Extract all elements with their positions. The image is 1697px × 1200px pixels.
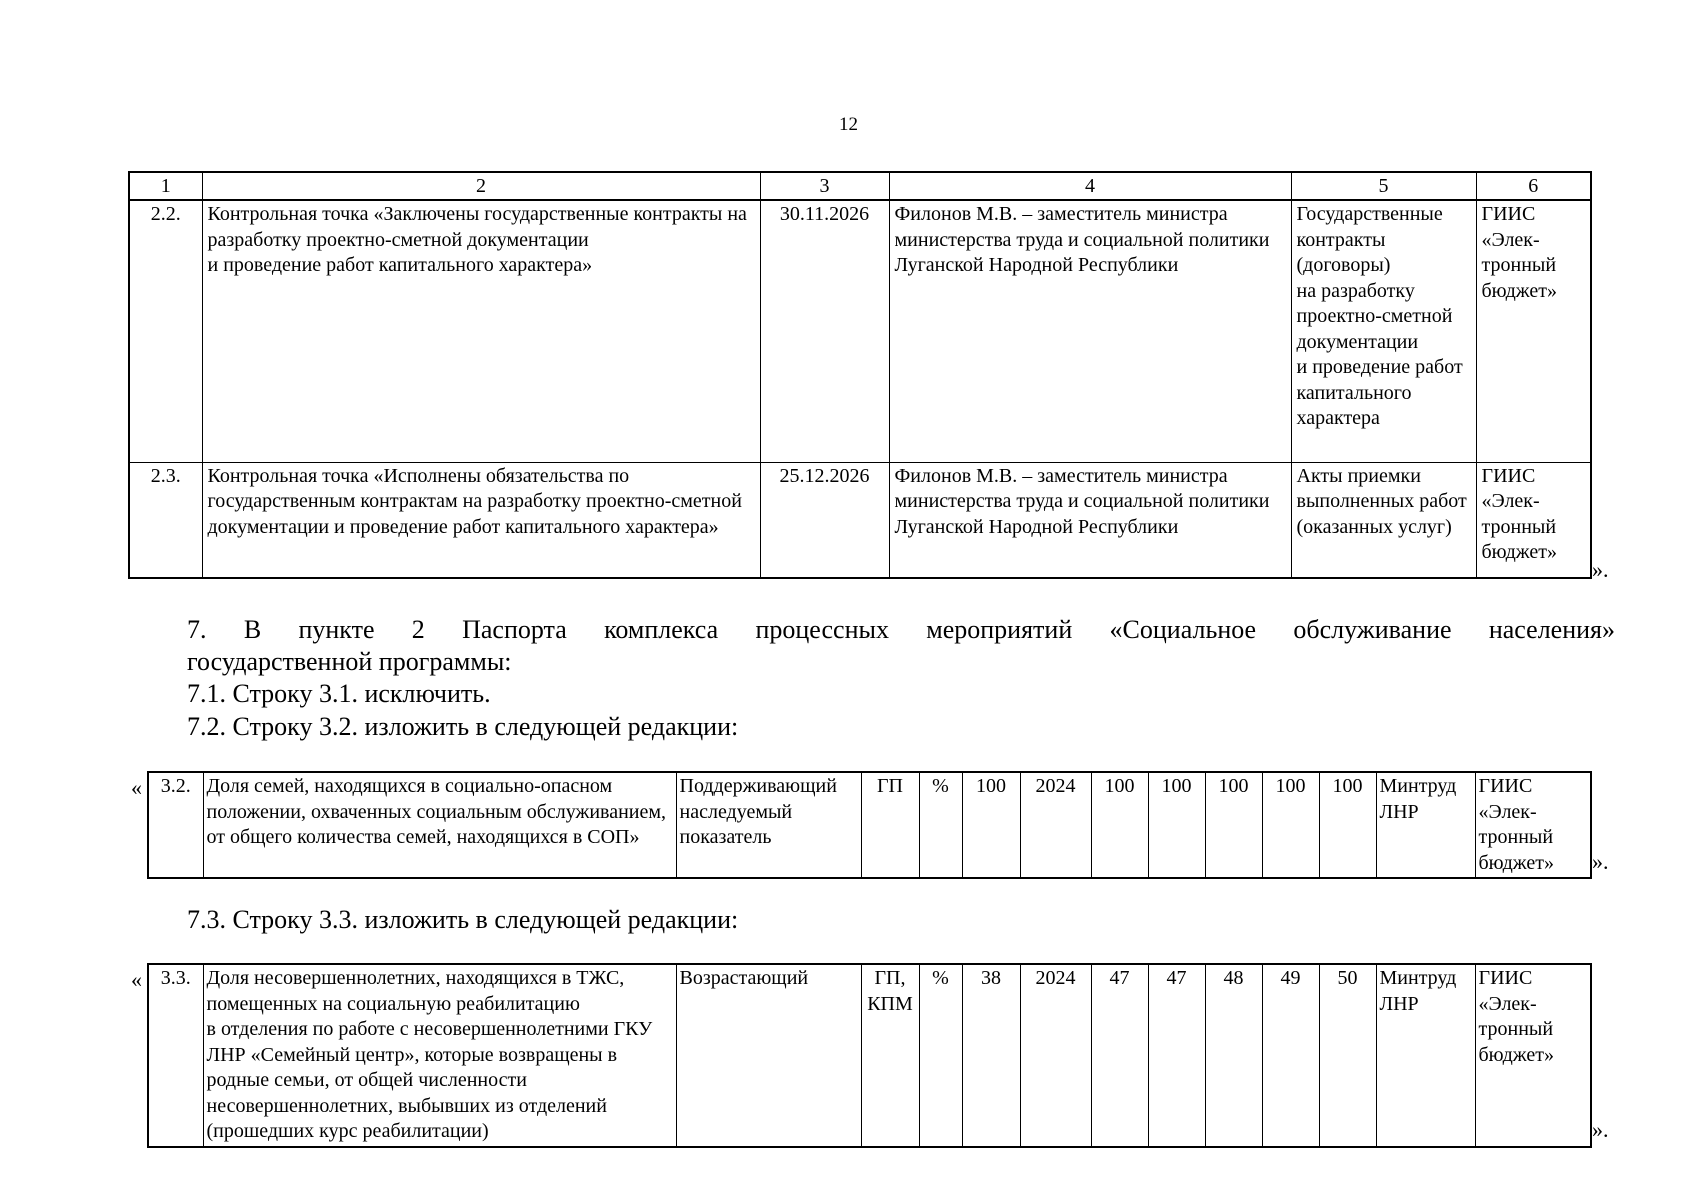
- indicator-unit: %: [919, 772, 962, 878]
- value-year-4: 49: [1262, 964, 1319, 1147]
- control-points-table: [128, 171, 1592, 579]
- row-date: 30.11.2026: [760, 200, 889, 462]
- row-name: Контрольная точка «Заключены государственные контракты на разработку проектно-сметной документации и проведение работ капитального характера»: [202, 200, 760, 462]
- column-header: 4: [889, 172, 1291, 200]
- info-system: ГИИС «Элек-тронный бюджет»: [1475, 772, 1591, 878]
- opening-quote: «: [131, 967, 142, 992]
- column-header: 5: [1291, 172, 1476, 200]
- opening-quote: «: [131, 775, 142, 800]
- value-year-5: 50: [1319, 964, 1376, 1147]
- closing-quote: ».: [1592, 557, 1609, 582]
- indicator-type: Возрастающий: [676, 964, 861, 1147]
- table-row: [129, 200, 1591, 462]
- page-number: 12: [839, 114, 858, 135]
- value-year-5: 100: [1319, 772, 1376, 878]
- base-value: 38: [962, 964, 1020, 1147]
- indicator-row-3-3-table: [147, 963, 1592, 1148]
- table-row: [148, 964, 1591, 1147]
- table-header-row: [129, 172, 1591, 200]
- row-name: Контрольная точка «Исполнены обязательства по государственным контрактам на разработку проектно-сметной документации и проведение работ капитального характера»: [202, 462, 760, 578]
- column-header: 1: [129, 172, 202, 200]
- closing-quote: ».: [1592, 1117, 1609, 1142]
- row-number: 3.3.: [148, 964, 203, 1147]
- column-header: 3: [760, 172, 889, 200]
- paragraph-7-1: 7.1. Строку 3.1. исключить.: [187, 679, 491, 708]
- info-system: ГИИС «Элек-тронный бюджет»: [1475, 964, 1591, 1147]
- indicator-level: ГП: [861, 772, 919, 878]
- row-system: ГИИС «Элек-тронный бюджет»: [1476, 462, 1591, 578]
- row-number: 2.2.: [129, 200, 202, 462]
- base-year: 2024: [1020, 772, 1091, 878]
- row-number: 2.3.: [129, 462, 202, 578]
- value-year-3: 100: [1205, 772, 1262, 878]
- row-date: 25.12.2026: [760, 462, 889, 578]
- row-system: ГИИС «Элек-тронный бюджет»: [1476, 200, 1591, 462]
- value-year-2: 100: [1148, 772, 1205, 878]
- column-header: 2: [202, 172, 760, 200]
- indicator-type: Поддерживающий наследуемый показатель: [676, 772, 861, 878]
- row-number: 3.2.: [148, 772, 203, 878]
- column-header: 6: [1476, 172, 1591, 200]
- paragraph-7-3: 7.3. Строку 3.3. изложить в следующей редакции:: [187, 905, 739, 934]
- paragraph-7-line-2: государственной программы:: [187, 647, 512, 676]
- row-responsible: Филонов М.В. – заместитель министра министерства труда и социальной политики Луганской Народной Республики: [889, 462, 1291, 578]
- value-year-1: 47: [1091, 964, 1148, 1147]
- base-value: 100: [962, 772, 1020, 878]
- responsible-owner: Минтруд ЛНР: [1376, 772, 1475, 878]
- base-year: 2024: [1020, 964, 1091, 1147]
- paragraph-7: [187, 614, 1615, 678]
- value-year-2: 47: [1148, 964, 1205, 1147]
- paragraph-7-line-1: 7. В пункте 2 Паспорта комплекса процессных мероприятий «Социальное обслуживание населения»: [187, 615, 1615, 644]
- closing-quote: ».: [1592, 849, 1609, 874]
- indicator-unit: %: [919, 964, 962, 1147]
- indicator-level: ГП, КПМ: [861, 964, 919, 1147]
- value-year-3: 48: [1205, 964, 1262, 1147]
- indicator-row-3-2-table: [147, 771, 1592, 879]
- table-row: [148, 772, 1591, 878]
- paragraph-7-2: 7.2. Строку 3.2. изложить в следующей редакции:: [187, 712, 739, 741]
- value-year-1: 100: [1091, 772, 1148, 878]
- indicator-name: Доля семей, находящихся в социально-опасном положении, охваченных социальным обслуживанием, от общего количества семей, находящихся в СОП»: [203, 772, 676, 878]
- value-year-4: 100: [1262, 772, 1319, 878]
- row-responsible: Филонов М.В. – заместитель министра министерства труда и социальной политики Луганской Народной Республики: [889, 200, 1291, 462]
- indicator-name: Доля несовершеннолетних, находящихся в ТЖС, помещенных на социальную реабилитацию в отделения по работе с несовершеннолетними ГКУ ЛНР «Семейный центр», которые возвращены в родные семьи, от общей численности несовершеннолетних, выбывших из отделений (прошедших курс реабилитации): [203, 964, 676, 1147]
- table-row: [129, 462, 1591, 578]
- responsible-owner: Минтруд ЛНР: [1376, 964, 1475, 1147]
- row-result: Государственные контракты (договоры) на разработку проектно-сметной документации и проведение работ капитального характера: [1291, 200, 1476, 462]
- row-result: Акты приемки выполненных работ (оказанных услуг): [1291, 462, 1476, 578]
